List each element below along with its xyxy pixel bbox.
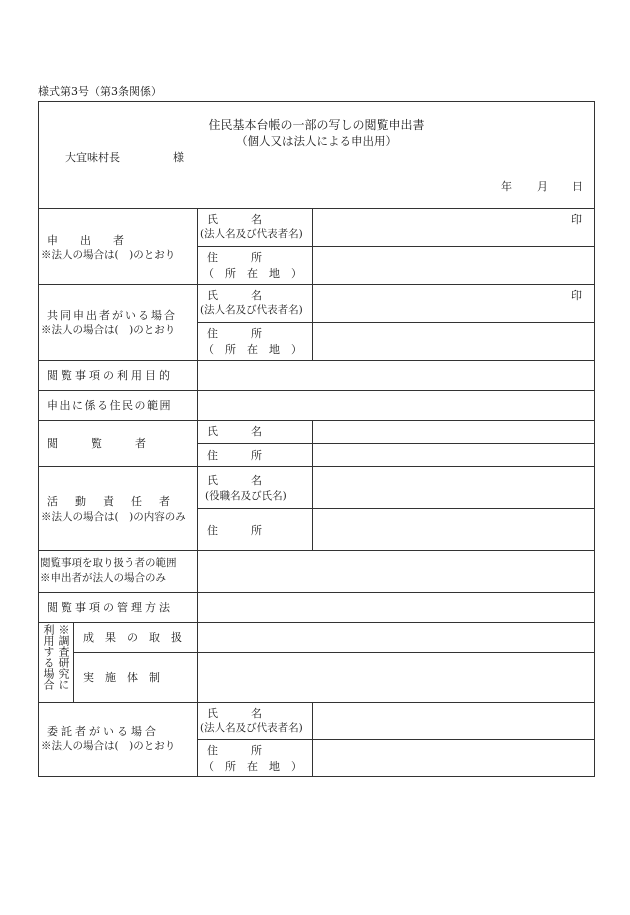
applicant-name-sublabel: (法人名及び代表者名): [200, 228, 303, 240]
contractor-name-label: 氏 名: [207, 707, 262, 720]
research-system-field[interactable]: [199, 653, 594, 701]
contractor-name-sublabel: (法人名及び代表者名): [200, 722, 303, 734]
viewer-address-field[interactable]: [314, 444, 594, 465]
viewer-label: 閲 覧 者: [47, 437, 146, 450]
research-results-field[interactable]: [199, 623, 594, 651]
co-applicant-name-label: 氏 名: [207, 289, 262, 302]
applicant-name-label: 氏 名: [207, 213, 262, 226]
contractor-name-field[interactable]: [314, 703, 594, 738]
management-label: 閲覧事項の管理方法: [47, 601, 173, 614]
scope-field[interactable]: [199, 391, 594, 419]
applicant-address-field[interactable]: [314, 247, 594, 283]
date-year: 年: [501, 180, 512, 193]
honorific: 様: [173, 151, 184, 164]
contractor-note: ※法人の場合は( )のとおり: [41, 740, 176, 752]
form-title: 住民基本台帳の一部の写しの閲覧申出書: [208, 118, 425, 132]
co-applicant-seal: 印: [571, 289, 582, 302]
applicant-note: ※法人の場合は( )のとおり: [41, 249, 176, 261]
handlers-field[interactable]: [199, 551, 594, 591]
applicant-address-label: 住 所: [207, 251, 262, 264]
co-applicant-name-field[interactable]: [314, 285, 594, 321]
management-field[interactable]: [199, 593, 594, 621]
co-applicant-address-sublabel: （ 所 在 地 ）: [203, 343, 302, 356]
responsible-address-field[interactable]: [314, 509, 594, 549]
co-applicant-address-field[interactable]: [314, 323, 594, 359]
application-form: [38, 101, 595, 777]
scope-label: 申出に係る住民の範囲: [47, 399, 172, 412]
viewer-address-label: 住 所: [207, 449, 262, 462]
applicant-label: 申 出 者: [47, 234, 124, 247]
date-day: 日: [572, 180, 583, 193]
co-applicant-label: 共同申出者がいる場合: [47, 309, 177, 322]
co-applicant-address-label: 住 所: [207, 327, 262, 340]
purpose-label: 閲覧事項の利用目的: [47, 369, 173, 382]
form-number: 様式第3号（第3条関係）: [38, 85, 162, 98]
research-results-label: 成 果 の 取 扱: [83, 631, 182, 644]
applicant-address-sublabel: （ 所 在 地 ）: [203, 267, 302, 280]
co-applicant-name-sublabel: (法人名及び代表者名): [200, 304, 303, 316]
handlers-note: ※申出者が法人の場合のみ: [40, 572, 166, 584]
responsible-note: ※法人の場合は( )の内容のみ: [41, 511, 186, 523]
research-vertical-label-2: 利用する場合: [42, 624, 55, 690]
viewer-name-label: 氏 名: [207, 425, 262, 438]
research-system-label: 実 施 体 制: [83, 671, 160, 684]
contractor-address-label: 住 所: [207, 744, 262, 757]
responsible-address-label: 住 所: [207, 524, 262, 537]
responsible-name-sublabel: (役職名及び氏名): [205, 490, 287, 502]
purpose-field[interactable]: [199, 361, 594, 389]
addressee: 大宜味村長: [65, 151, 120, 164]
form-subtitle: （個人又は法人による申出用）: [236, 134, 397, 148]
co-applicant-note: ※法人の場合は( )のとおり: [41, 324, 176, 336]
date-month: 月: [537, 180, 548, 193]
applicant-name-field[interactable]: [314, 209, 594, 245]
research-vertical-label-1: ※調査研究に: [57, 624, 70, 690]
responsible-name-label: 氏 名: [207, 474, 262, 487]
contractor-address-sublabel: （ 所 在 地 ）: [203, 760, 302, 773]
applicant-seal: 印: [571, 213, 582, 226]
viewer-name-field[interactable]: [314, 421, 594, 442]
contractor-address-field[interactable]: [314, 740, 594, 776]
contractor-label: 委託者がいる場合: [47, 725, 159, 738]
responsible-label: 活 動 責 任 者: [47, 495, 173, 508]
responsible-name-field[interactable]: [314, 467, 594, 507]
handlers-label: 閲覧事項を取り扱う者の範囲: [40, 557, 177, 569]
